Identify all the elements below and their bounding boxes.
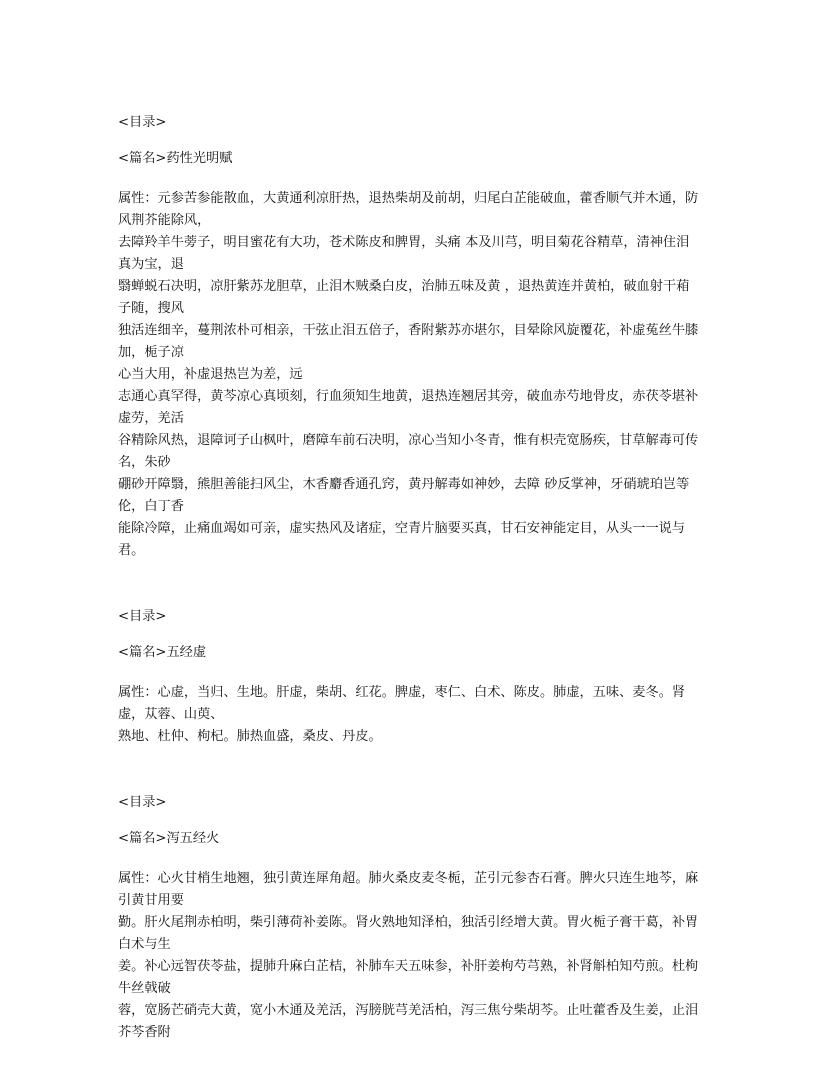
body-line: 属性：心火甘梢生地翘，独引黄连犀角超。肺火桑皮麦冬栀，芷引元参杏石膏。脾火只连生地芩，麻引黄甘用要 [118, 871, 699, 908]
section-body [118, 868, 700, 1044]
section-title: <篇名>泻五经火 [118, 831, 220, 846]
body-line: 勤。肝火尾荆赤柏明，柴引薄荷补姜陈。肾火熟地知泽柏，独活引经增大黄。胃火栀子膏干葛，补胃白术与生 [118, 915, 699, 952]
body-line: 属性：元参苦参能散血，大黄通利凉肝热，退热柴胡及前胡，归尾白芷能破血，藿香顺气并木通，防风荆芥能除风， [118, 191, 699, 228]
section-yaoxing-guangming-fu [118, 112, 700, 562]
body-line: 属性：心虚，当归、生地。肝虚，柴胡、红花。脾虚，枣仁、白术、陈皮。肺虚，五味、麦冬。肾虚，苁蓉、山萸、 [118, 685, 686, 722]
body-line: 能除冷障，止痛血竭如可亲，虚实热风及诸症，空青片脑要买真，甘石安神能定目，从头一一说与君。 [118, 521, 686, 558]
toc-marker: <目录> [118, 115, 167, 130]
section-body [118, 682, 700, 748]
section-title: <篇名>药性光明赋 [118, 151, 233, 166]
section-xie-wujing-huo [118, 792, 700, 1044]
body-line: 去障羚羊牛蒡子，明目蜜花有大功，苍术陈皮和脾胃，头痛 本及川芎，明目菊花谷精草，清神住泪真为宝，退 [118, 235, 690, 272]
body-line: 心当大用，补虚退热岂为差，远 [118, 367, 303, 382]
section-body [118, 188, 700, 562]
body-line: 谷精除风热，退障诃子山枫叶，磨障车前石决明，凉心当知小冬青，惟有枳壳宽肠疾，甘草解毒可传名，朱砂 [118, 433, 699, 470]
body-line: 翳蝉蜕石决明，凉肝紫苏龙胆草，止泪木贼桑白皮，治肺五味及黄 ，退热黄连并黄柏，破血射干葙子随，搜风 [118, 279, 690, 316]
body-line: 姜。补心远智茯苓盐，提肺升麻白芷桔，补肺车天五味参，补肝姜枸芍芎熟，补肾斛柏知芍煎。杜枸牛丝戟破 [118, 959, 699, 996]
body-line: 硼砂开障翳，熊胆善能扫风尘，木香麝香通孔窍，黄丹解毒如神妙，去障 砂反掌神，牙硝琥珀岂等伦，白丁香 [118, 477, 690, 514]
body-line: 熟地、杜仲、枸杞。肺热血盛，桑皮、丹皮。 [118, 729, 382, 744]
document-page [118, 112, 700, 1074]
section-title: <篇名>五经虚 [118, 645, 207, 660]
body-line: 独活连细辛，蔓荆浓朴可相亲，干弦止泪五倍子，香附紫苏亦堪尔，目晕除风旋覆花，补虚菟丝牛膝加，栀子凉 [118, 323, 699, 360]
section-wujing-xu [118, 606, 700, 748]
body-line: 蓉，宽肠芒硝壳大黄，宽小木通及羌活，泻膀胱芎羌活柏，泻三焦兮柴胡芩。止吐藿香及生姜，止泪芥芩香附 [118, 1003, 699, 1040]
toc-marker: <目录> [118, 609, 167, 624]
toc-marker: <目录> [118, 795, 167, 810]
body-line: 志通心真罕得，黄芩凉心真顷刻，行血须知生地黄，退热连翘居其旁，破血赤芍地骨皮，赤茯苓堪补虚劳，羌活 [118, 389, 699, 426]
